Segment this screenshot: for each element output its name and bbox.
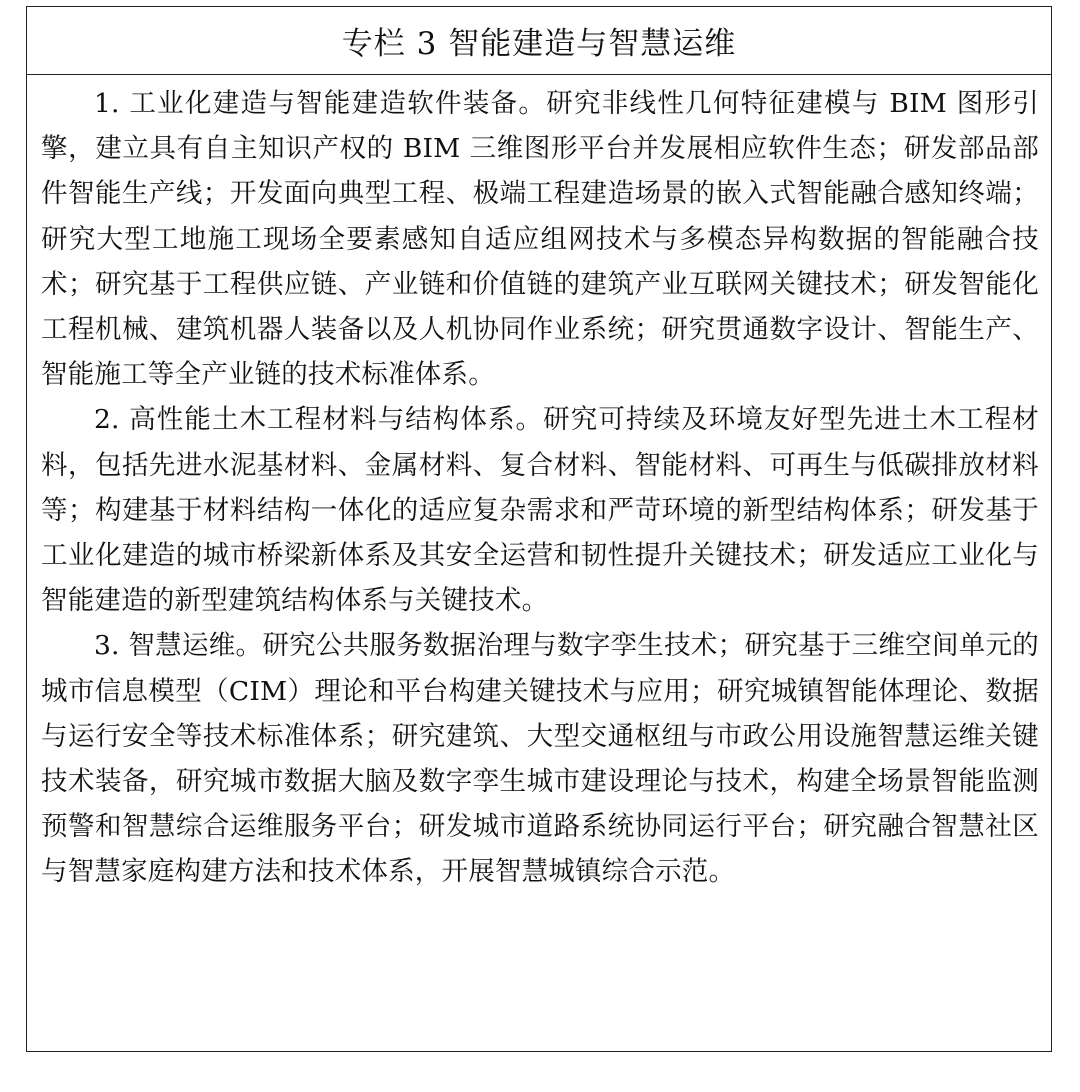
column-body: [27, 75, 1051, 895]
paragraph-1: 1. 工业化建造与智能建造软件装备。研究非线性几何特征建模与 BIM 图形引擎，建立具有自主知识产权的 BIM 三维图形平台并发展相应软件生态；研发部品部件智能生产线；开发面向典型工程、极端工程建造场景的嵌入式智能融合感知终端；研究大型工地施工现场全要素感知自适应组网技术与多模态异构数据的智能融合技术；研究基于工程供应链、产业链和价值链的建筑产业互联网关键技术；研发智能化工程机械、建筑机器人装备以及人机协同作业系统；研究贯通数字设计、智能生产、智能施工等全产业链的技术标准体系。: [41, 88, 1039, 391]
paragraph-2: 2. 高性能土木工程材料与结构体系。研究可持续及环境友好型先进土木工程材料，包括先进水泥基材料、金属材料、复合材料、智能材料、可再生与低碳排放材料等；构建基于材料结构一体化的适应复杂需求和严苛环境的新型结构体系；研发基于工业化建造的城市桥梁新体系及其安全运营和韧性提升关键技术；研发适应工业化与智能建造的新型建筑结构体系与关键技术。: [41, 404, 1039, 617]
column-header: [27, 7, 1051, 75]
column-title: 专栏 3 智能建造与智慧运维: [341, 26, 737, 62]
paragraph-3: 3. 智慧运维。研究公共服务数据治理与数字孪生技术；研究基于三维空间单元的城市信息模型（CIM）理论和平台构建关键技术与应用；研究城镇智能体理论、数据与运行安全等技术标准体系；研究建筑、大型交通枢纽与市政公用设施智慧运维关键技术装备，研究城市数据大脑及数字孪生城市建设理论与技术，构建全场景智能监测预警和智慧综合运维服务平台；研发城市道路系统协同运行平台；研究融合智慧社区与智慧家庭构建方法和技术体系，开展智慧城镇综合示范。: [41, 630, 1039, 888]
column-box: [26, 6, 1052, 1052]
